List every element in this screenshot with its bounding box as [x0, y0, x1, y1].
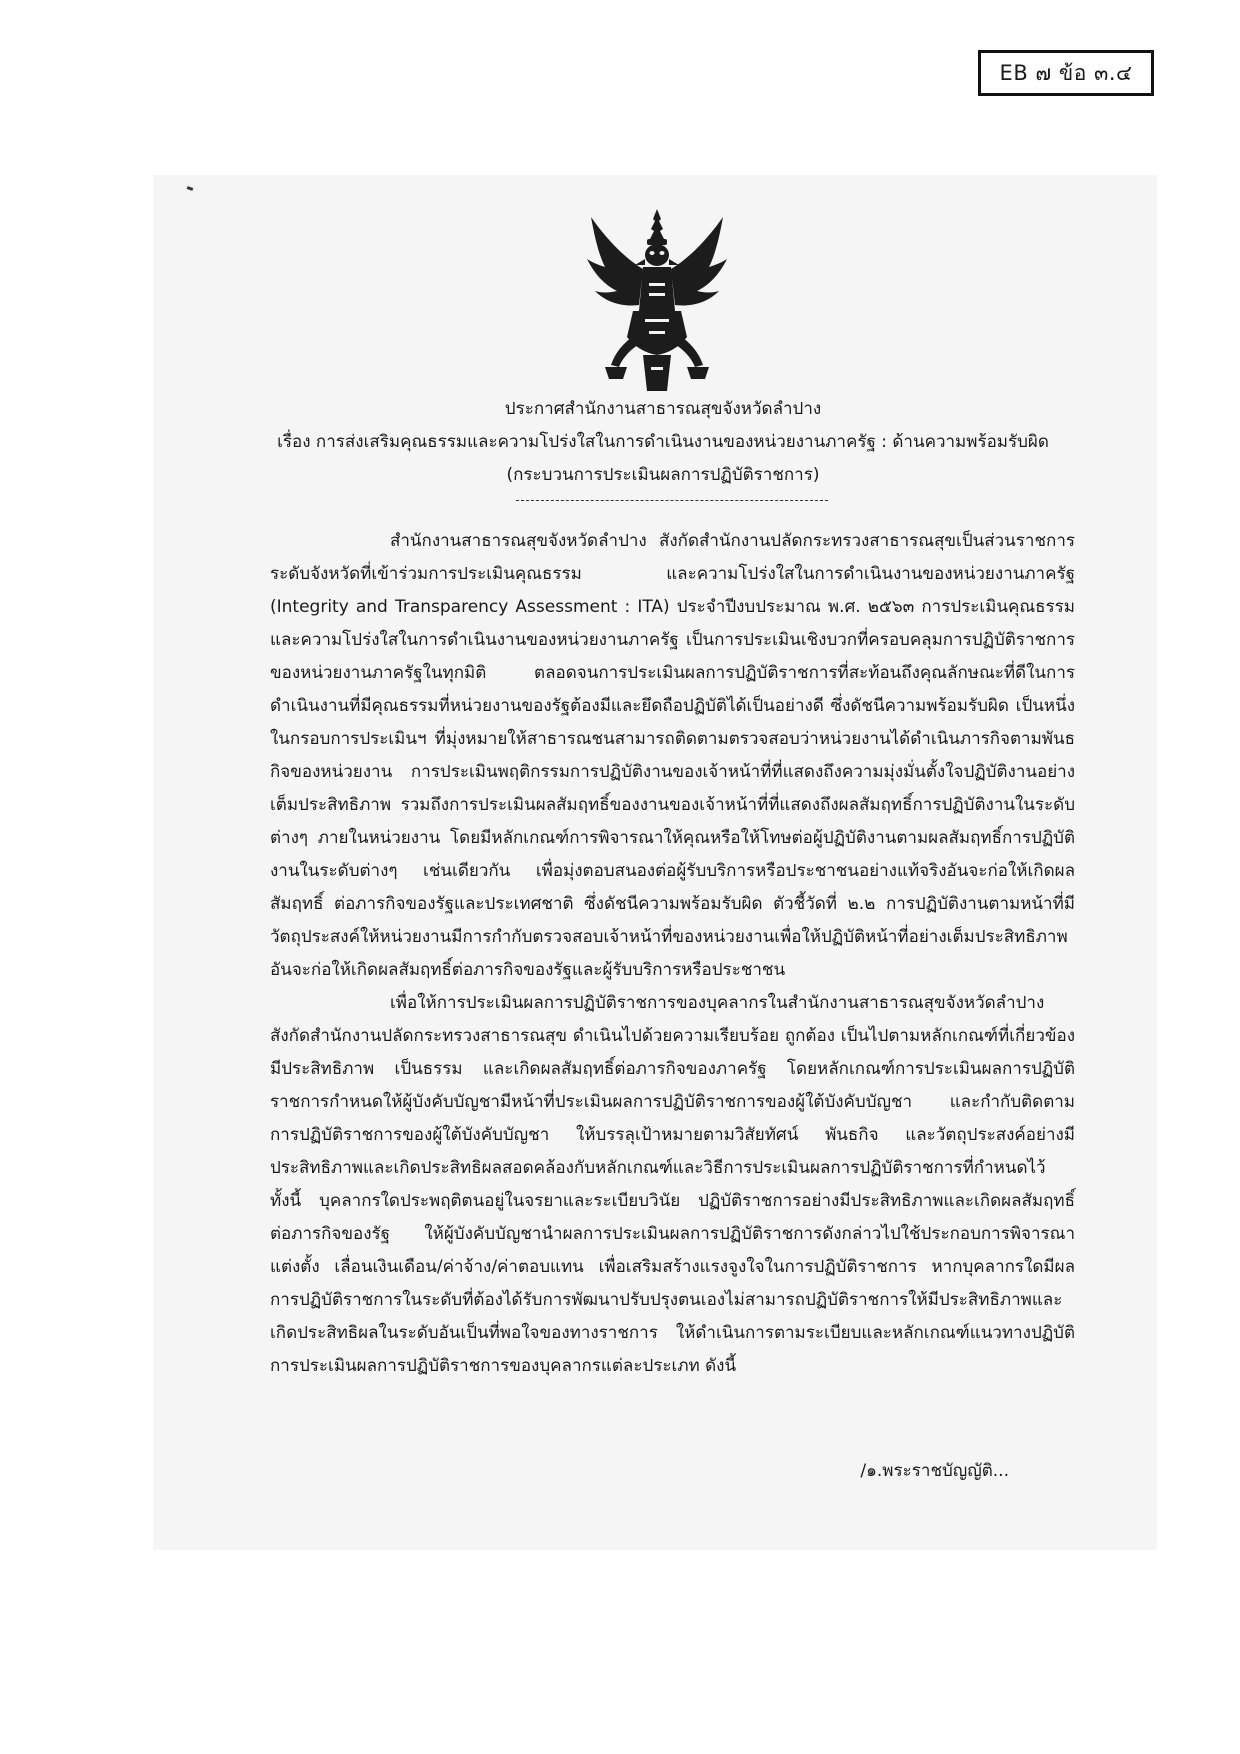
document-reference-box — [978, 50, 1154, 96]
garuda-emblem-icon — [583, 207, 731, 395]
announcement-issuer: ประกาศสำนักงานสาธารณสุขจังหวัดลำปาง — [504, 399, 822, 419]
announcement-body — [270, 525, 1075, 1383]
announcement-subtitle: (กระบวนการประเมินผลการปฏิบัติราชการ) — [506, 465, 820, 485]
document-reference-label: EB ๗ ข้อ ๓.๔ — [999, 60, 1133, 85]
scan-speck — [187, 186, 194, 191]
body-paragraph-2: เพื่อให้การประเมินผลการปฏิบัติราชการของบุคลากรในสำนักงานสาธารณสุขจังหวัดลำปาง สังกัดสำนักงานปลัดกระทรวงสาธารณสุข ดำเนินไปด้วยความเรียบร้อย ถูกต้อง เป็นไปตามหลักเกณฑ์ที่เกี่ยวข้อง มีประสิทธิภาพ เป็นธรรม และเกิดผลสัมฤทธิ์ต่อภารกิจของภาครัฐ โดยหลักเกณฑ์การประเมินผลการปฏิบัติราชการกำหนดให้ผู้บังคับบัญชามีหน้าที่ประเมินผลการปฏิบัติราชการของผู้ใต้บังคับบัญชา และกำกับติดตาม การปฏิบัติราชการของผู้ใต้บังคับบัญชา ให้บรรลุเป้าหมายตามวิสัยทัศน์ พันธกิจ และวัตถุประสงค์อย่างมีประสิทธิภาพและเกิดประสิทธิผลสอดคล้องกับหลักเกณฑ์และวิธีการประเมินผลการปฏิบัติราชการที่กำหนดไว้ ทั้งนี้ บุคลากรใดประพฤติตนอยู่ในจรยาและระเบียบวินัย ปฏิบัติราชการอย่างมีประสิทธิภาพและเกิดผลสัมฤทธิ์ ต่อภารกิจของรัฐ ให้ผู้บังคับบัญชานำผลการประเมินผลการปฏิบัติราชการดังกล่าวไปใช้ประกอบการพิจารณาแต่งตั้ง เลื่อนเงินเดือน/ค่าจ้าง/ค่าตอบแทน เพื่อเสริมสร้างแรงจูงใจในการปฏิบัติราชการ หากบุคลากรใดมีผลการปฏิบัติราชการในระดับที่ต้องได้รับการพัฒนาปรับปรุงตนเองไม่สามารถปฏิบัติราชการให้มีประสิทธิภาพและ เกิดประสิทธิผลในระดับอันเป็นที่พอใจของทางราชการ ให้ดำเนินการตามระเบียบและหลักเกณฑ์แนวทางปฏิบัติการประเมินผลการปฏิบัติราชการของบุคลากรแต่ละประเภท ดังนี้ — [270, 993, 1075, 1376]
page-continuation-marker: /๑.พระราชบัญญัติ... — [860, 1461, 1009, 1481]
scanned-document — [153, 175, 1157, 1550]
heading-separator — [516, 500, 828, 501]
announcement-subject: เรื่อง การส่งเสริมคุณธรรมและความโปร่งใสในการดำเนินงานของหน่วยงานภาครัฐ : ด้านความพร้อมรับผิด — [277, 432, 1049, 452]
body-paragraph-1: สำนักงานสาธารณสุขจังหวัดลำปาง สังกัดสำนักงานปลัดกระทรวงสาธารณสุขเป็นส่วนราชการระดับจังหวัดที่เข้าร่วมการประเมินคุณธรรม และความโปร่งใสในการดำเนินงานของหน่วยงานภาครัฐ (Integrity and Transparency Assessment : ITA) ประจำปีงบประมาณ พ.ศ. ๒๕๖๓ การประเมินคุณธรรมและความโปร่งใสในการดำเนินงานของหน่วยงานภาครัฐ เป็นการประเมินเชิงบวกที่ครอบคลุมการปฏิบัติราชการของหน่วยงานภาครัฐในทุกมิติ ตลอดจนการประเมินผลการปฏิบัติราชการที่สะท้อนถึงคุณลักษณะที่ดีในการดำเนินงานที่มีคุณธรรมที่หน่วยงานของรัฐต้องมีและยึดถือปฏิบัติได้เป็นอย่างดี ซึ่งดัชนีความพร้อมรับผิด เป็นหนึ่งในกรอบการประเมินฯ ที่มุ่งหมายให้สาธารณชนสามารถติดตามตรวจสอบว่าหน่วยงานได้ดำเนินภารกิจตามพันธกิจของหน่วยงาน การประเมินพฤติกรรมการปฏิบัติงานของเจ้าหน้าที่ที่แสดงถึงความมุ่งมั่นตั้งใจปฏิบัติงานอย่างเต็มประสิทธิภาพ รวมถึงการประเมินผลสัมฤทธิ์ของงานของเจ้าหน้าที่ที่แสดงถึงผลสัมฤทธิ์การปฏิบัติงานในระดับต่างๆ ภายในหน่วยงาน โดยมีหลักเกณฑ์การพิจารณาให้คุณหรือให้โทษต่อผู้ปฏิบัติงานตามผลสัมฤทธิ์การปฏิบัติงานในระดับต่างๆ เช่นเดียวกัน เพื่อมุ่งตอบสนองต่อผู้รับบริการหรือประชาชนอย่างแท้จริงอันจะก่อให้เกิดผลสัมฤทธิ์ ต่อภารกิจของรัฐและประเทศชาติ ซึ่งดัชนีความพร้อมรับผิด ตัวชี้วัดที่ ๒.๒ การปฏิบัติงานตามหน้าที่มีวัตถุประสงค์ให้หน่วยงานมีการกำกับตรวจสอบเจ้าหน้าที่ของหน่วยงานเพื่อให้ปฏิบัติหน้าที่อย่างเต็มประสิทธิภาพอันจะก่อให้เกิดผลสัมฤทธิ์ต่อภารกิจของรัฐและผู้รับบริการหรือประชาชน — [270, 531, 1075, 980]
